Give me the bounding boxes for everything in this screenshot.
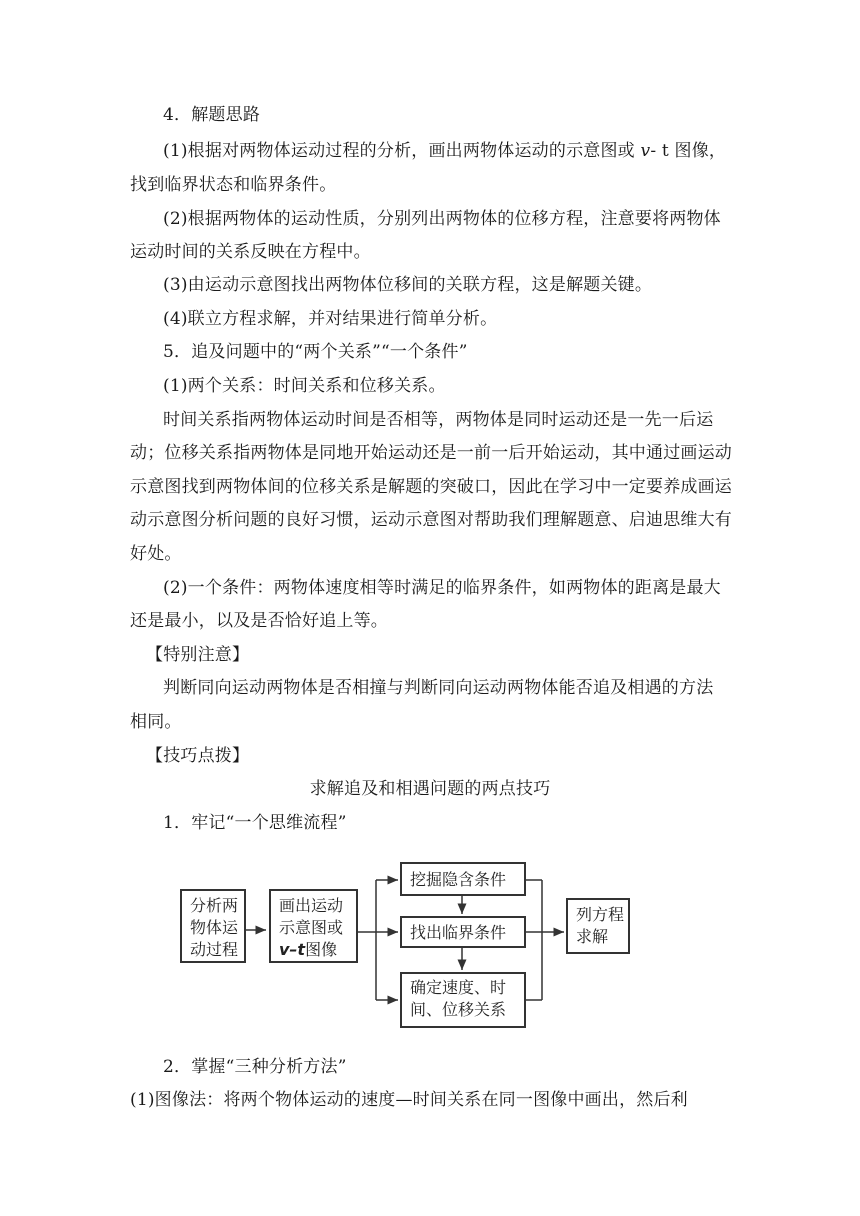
section-5-p2-line5: 好处。 xyxy=(130,544,182,564)
section-5-p3-line2: 还是最小，以及是否恰好追上等。 xyxy=(130,611,388,631)
thinking-flowchart xyxy=(166,842,648,1042)
box-solve-equations xyxy=(566,898,630,954)
special-note-line2: 相同。 xyxy=(130,712,182,732)
box-draw-diagram xyxy=(269,889,358,963)
section-5-heading: 5．追及问题中的“两个关系”“一个条件” xyxy=(163,342,468,362)
special-note-line1: 判断同向运动两物体是否相撞与判断同向运动两物体能否追及相遇的方法 xyxy=(163,678,714,698)
section-4-p2-line2: 运动时间的关系反映在方程中。 xyxy=(130,242,371,262)
box-analyze-line2: 物体运 xyxy=(190,918,239,937)
section-5-p2-line1: 时间关系指两物体运动时间是否相等，两物体是同时运动还是一先一后运 xyxy=(163,410,714,430)
section-5-p2-line4: 动示意图分析问题的良好习惯，运动示意图对帮助我们理解题意、启迪思维大有 xyxy=(130,510,732,530)
section-4-p1-suffix: - t 图像， xyxy=(650,141,727,161)
box-solve-line2: 求解 xyxy=(576,927,609,946)
variable-v: v xyxy=(640,141,651,161)
box-solve-line1: 列方程 xyxy=(576,905,625,924)
box-relations-line1: 确定速度、时 xyxy=(410,978,507,997)
box-analyze-line3: 动过程 xyxy=(190,940,239,959)
box-draw-vt: v–t xyxy=(279,940,306,959)
box-draw-line1: 画出运动 xyxy=(279,896,344,915)
box-draw-line3 xyxy=(279,939,356,961)
section-5-p2-line2: 动；位移关系指两物体是同地开始运动还是一前一后开始运动，其中通过画运动 xyxy=(130,443,732,463)
section-5-p2-line3: 示意图找到两物体间的位移关系是解题的突破口，因此在学习中一定要养成画运 xyxy=(130,477,732,497)
box-analyze-motion xyxy=(180,889,246,963)
box-relations-line2: 间、位移关系 xyxy=(410,1000,507,1019)
section-5-p3-line1: (2)一个条件：两物体速度相等时满足的临界条件，如两物体的距离是最大 xyxy=(163,578,721,598)
tips-item-2-p1: (1)图像法：将两个物体运动的速度—时间关系在同一图像中画出，然后利 xyxy=(130,1090,688,1110)
box-critical-conditions xyxy=(400,916,526,948)
section-4-p3: (3)由运动示意图找出两物体位移间的关联方程，这是解题关键。 xyxy=(163,275,653,295)
section-4-p1-text: (1)根据对两物体运动过程的分析，画出两物体运动的示意图或 xyxy=(163,141,635,161)
box-draw-line2: 示意图或 xyxy=(279,918,344,937)
tips-item-1: 1．牢记“一个思维流程” xyxy=(163,813,347,833)
tips-item-2: 2．掌握“三种分析方法” xyxy=(163,1057,347,1077)
section-4-p2-line1: (2)根据两物体的运动性质，分别列出两物体的位移方程，注意要将两物体 xyxy=(163,209,721,229)
section-4-heading: 4．解题思路 xyxy=(163,105,261,125)
box-hidden-text: 挖掘隐含条件 xyxy=(410,870,507,889)
special-note-label: 【特别注意】 xyxy=(146,645,250,665)
section-4-p4: (4)联立方程求解，并对结果进行简单分析。 xyxy=(163,309,498,329)
box-critical-text: 找出临界条件 xyxy=(410,923,507,942)
tips-label: 【技巧点拨】 xyxy=(146,746,250,766)
section-4-p1-line1 xyxy=(163,139,726,163)
tips-title: 求解追及和相遇问题的两点技巧 xyxy=(309,779,551,799)
box-determine-relations xyxy=(400,972,526,1028)
section-4-p1-line2: 找到临界状态和临界条件。 xyxy=(130,175,337,195)
box-draw-suffix: 图像 xyxy=(305,940,338,959)
section-5-p1: (1)两个关系：时间关系和位移关系。 xyxy=(163,376,446,396)
box-analyze-line1: 分析两 xyxy=(190,896,239,915)
box-hidden-conditions xyxy=(400,862,526,896)
